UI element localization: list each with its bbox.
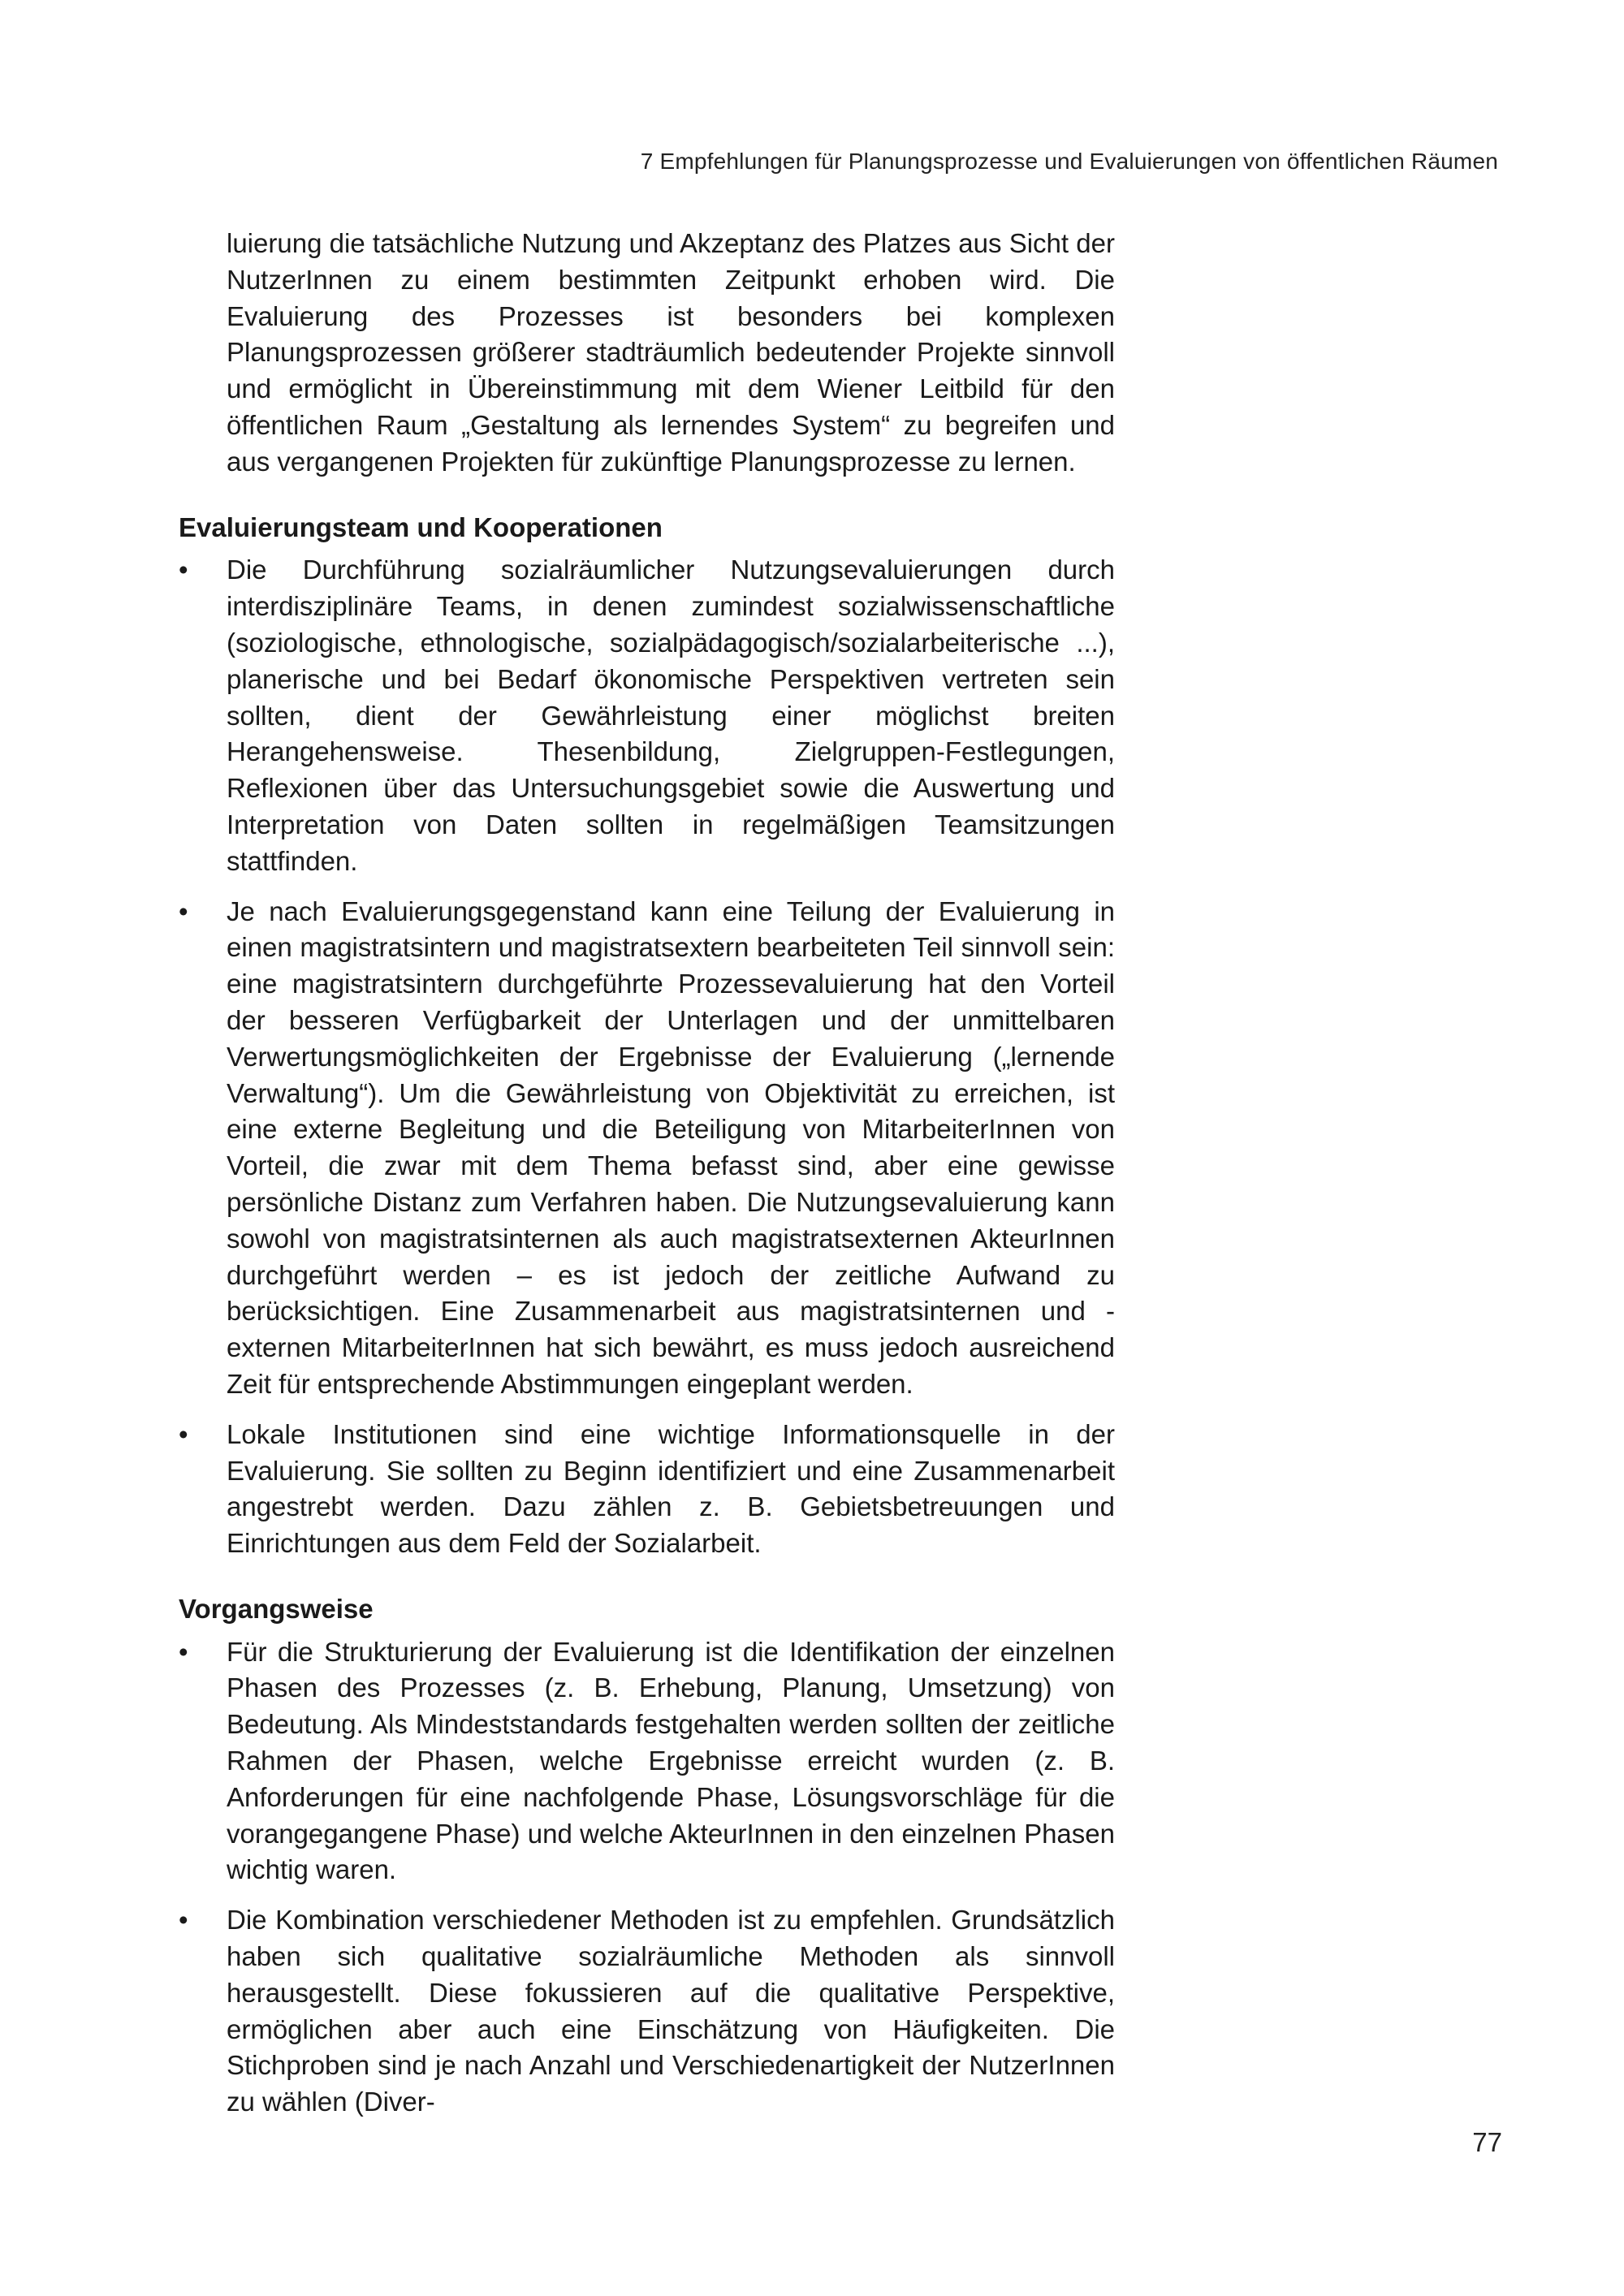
section-heading-procedure: Vorgangsweise xyxy=(179,1593,374,1624)
page-content xyxy=(179,226,1115,2121)
section-heading-team: Evaluierungsteam und Kooperationen xyxy=(179,511,663,542)
list-item xyxy=(179,894,1115,1403)
procedure-bullet-list xyxy=(179,1634,1115,2121)
bullet-icon: • xyxy=(179,1418,188,1449)
bullet-icon: • xyxy=(179,555,188,585)
list-item-text: Die Durchführung sozialräumlicher Nutzungsevaluierungen durch interdisziplinäre Teams, in denen zumindest sozialwissenschaftliche (soziologische, ethnologische, sozialpädagogisch/sozialarbeiterische ...), planerische und bei Bedarf ökonomische Perspektiven vertreten sein sollten, dient der Gewährleistung einer möglichst breiten Herangehensweise. Thesenbildung, Zielgruppen-Festlegungen, Reflexionen über das Untersuchungsgebiet sowie die Auswertung und Interpretation von Daten sollten in regelmäßigen Teamsitzungen stattfinden. xyxy=(227,555,1115,876)
intro-paragraph: luierung die tatsächliche Nutzung und Akzeptanz des Platzes aus Sicht der NutzerInnen zu einem bestimmten Zeitpunkt erhoben wird. Die Evaluierung des Prozesses ist besonders bei komplexen Planungsprozessen größerer stadträumlich bedeutender Projekte sinnvoll und ermöglicht in Übereinstimmung mit dem Wiener Leitbild für den öffentlichen Raum „Gestaltung als lernendes System“ zu begreifen und aus vergangenen Projekten für zukünftige Planungsprozesse zu lernen. xyxy=(227,228,1115,477)
list-item-text: Je nach Evaluierungsgegenstand kann eine Teilung der Evaluierung in einen magistratsintern und magistratsextern bearbeiteten Teil sinnvoll sein: eine magistratsintern durchgeführte Prozessevaluierung hat den Vorteil der besseren Verfügbarkeit der Unterlagen und der unmittelbaren Verwertungsmöglichkeiten der Ergebnisse der Evaluierung („lernende Verwaltung“). Um die Gewährleistung von Objektivität zu erreichen, ist eine externe Begleitung und die Beteiligung von MitarbeiterInnen von Vorteil, die zwar mit dem Thema befasst sind, aber eine gewisse persönliche Distanz zum Verfahren haben. Die Nutzungsevaluierung kann sowohl von magistratsinternen als auch magistratsexternen AkteurInnen durchgeführt werden – es ist jedoch der zeitliche Aufwand zu berücksichtigen. Eine Zusammenarbeit aus magistratsinternen und -externen MitarbeiterInnen hat sich bewährt, es muss jedoch ausreichend Zeit für entsprechende Abstimmungen eingeplant werden. xyxy=(227,896,1115,1399)
list-item xyxy=(179,1634,1115,1889)
bullet-icon: • xyxy=(179,1636,188,1667)
page-number: 77 xyxy=(1472,2127,1502,2157)
list-item xyxy=(179,1902,1115,2121)
list-item-text: Lokale Institutionen sind eine wichtige Informationsquelle in der Evaluierung. Sie sollten zu Beginn identifiziert und eine Zusammenarbeit angestrebt werden. Dazu zählen z. B. Gebietsbetreuungen und Einrichtungen aus dem Feld der Sozialarbeit. xyxy=(227,1418,1115,1559)
bullet-icon: • xyxy=(179,896,188,926)
list-item-text: Für die Strukturierung der Evaluierung ist die Identifikation der einzelnen Phasen des Prozesses (z. B. Erhebung, Planung, Umsetzung) von Bedeutung. Als Mindeststandards festgehalten werden sollten der zeitliche Rahmen der Phasen, welche Ergebnisse erreicht wurden (z. B. Anforderungen für eine nachfolgende Phase, Lösungsvorschläge für die vorangegangene Phase) und welche AkteurInnen in den einzelnen Phasen wichtig waren. xyxy=(227,1636,1115,1885)
list-item xyxy=(179,552,1115,879)
bullet-icon: • xyxy=(179,1905,188,1936)
running-header: 7 Empfehlungen für Planungsprozesse und Evaluierungen von öffentlichen Räumen xyxy=(640,149,1498,174)
list-item xyxy=(179,1417,1115,1562)
list-item-text: Die Kombination verschiedener Methoden ist zu empfehlen. Grundsätzlich haben sich qualitative sozialräumliche Methoden als sinnvoll herausgestellt. Diese fokussieren auf die qualitative Perspektive, ermöglichen aber auch eine Einschätzung von Häufigkeiten. Die Stichproben sind je nach Anzahl und Verschiedenartigkeit der NutzerInnen zu wählen (Diver- xyxy=(227,1905,1115,2117)
team-bullet-list xyxy=(179,552,1115,1562)
